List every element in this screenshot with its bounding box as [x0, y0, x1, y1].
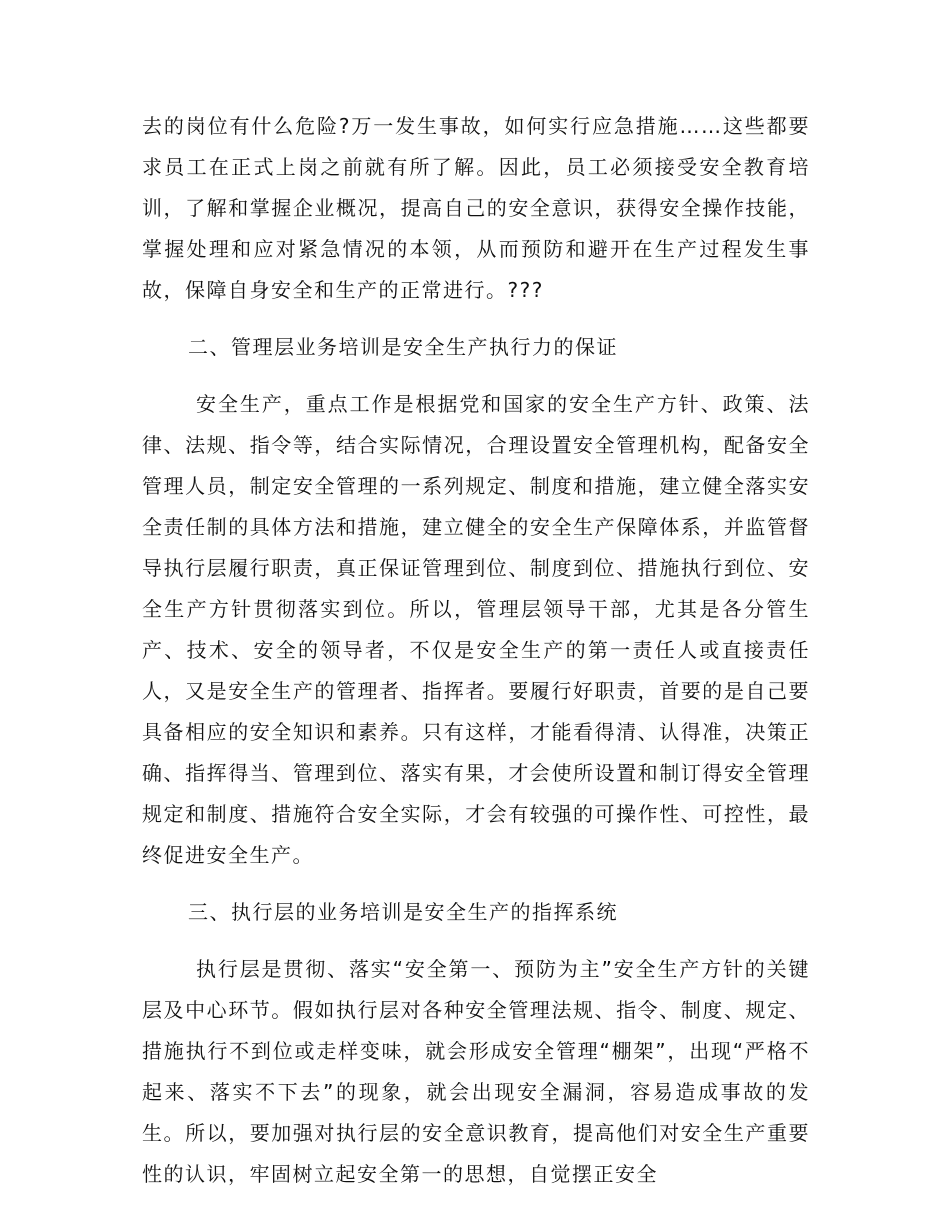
document-body [142, 106, 810, 1211]
paragraph-execution-training: 执行层是贯彻、落实“安全第一、预防为主”安全生产方针的关键层及中心环节。假如执行层对各种安全管理法规、指令、制度、规定、措施执行不到位或走样变味，就会形成安全管理“棚架”，出现“严格不起来、落实不下去”的现象，就会出现安全漏洞，容易造成事故的发生。所以，要加强对执行层的安全意识教育，提高他们对安全生产重要性的认识，牢固树立起安全第一的思想，自觉摆正安全 [142, 957, 810, 1186]
section-heading-3: 三、执行层的业务培训是安全生产的指挥系统 [188, 900, 618, 924]
section-heading-2: 二、管理层业务培训是安全生产执行力的保证 [188, 335, 618, 359]
paragraph-management-training: 安全生产，重点工作是根据党和国家的安全生产方针、政策、法律、法规、指令等，结合实际情况，合理设置安全管理机构，配备安全管理人员，制定安全管理的一系列规定、制度和措施，建立健全落实安全责任制的具体方法和措施，建立健全的安全生产保障体系，并监管督导执行层履行职责，真正保证管理到位、制度到位、措施执行到位、安全生产方针贯彻落实到位。所以，管理层领导干部，尤其是各分管生产、技术、安全的领导者，不仅是安全生产的第一责任人或直接责任人，又是安全生产的管理者、指挥者。要履行好职责，首要的是自己要具备相应的安全知识和素养。只有这样，才能看得清、认得准，决策正确、指挥得当、管理到位、落实有果，才会使所设置和制订得安全管理规定和制度、措施符合安全实际，才会有较强的可操作性、可控性，最终促进安全生产。 [142, 392, 810, 867]
paragraph-continuation: 去的岗位有什么危险?万一发生事故，如何实行应急措施……这些都要求员工在正式上岗之前就有所了解。因此，员工必须接受安全教育培训，了解和掌握企业概况，提高自己的安全意识，获得安全操作技能，掌握处理和应对紧急情况的本领，从而预防和避开在生产过程发生事故，保障自身安全和生产的正常进行。??? [142, 114, 810, 302]
